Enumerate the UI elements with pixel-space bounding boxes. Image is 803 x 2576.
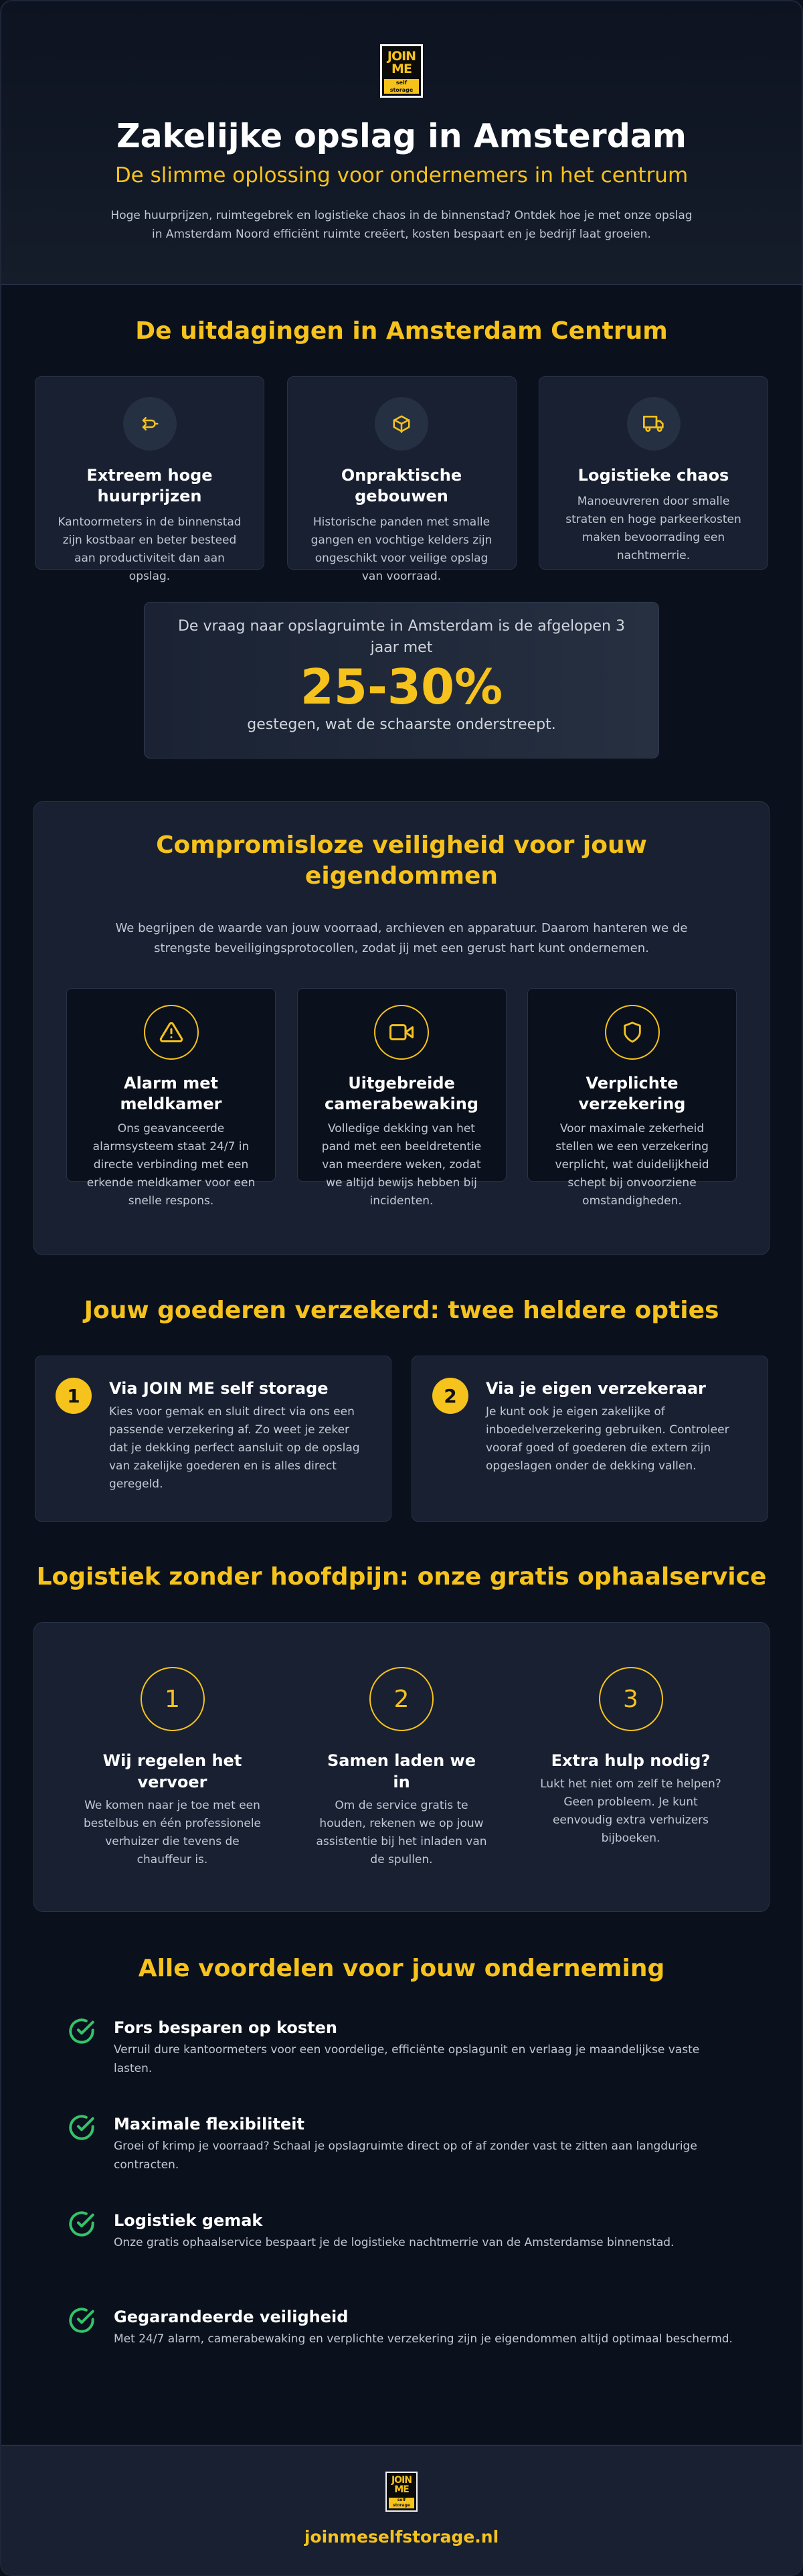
website-link[interactable]: joinmeselfstorage.nl [304, 2527, 499, 2547]
step-number: 1 [141, 1667, 205, 1731]
challenge-text: Historische panden met smalle gangen en vochtige kelders zijn ongeschikt voor veilige opslag van voorraad. [310, 515, 493, 583]
security-title: Compromisloze veiligheid voor jouw eigendommen [156, 831, 647, 890]
step-number: 2 [369, 1667, 434, 1731]
check-circle-icon [68, 2307, 95, 2334]
truck-icon [627, 397, 681, 451]
security-section [33, 801, 770, 1255]
challenge-card [539, 376, 768, 570]
logistics-title: Logistiek zonder hoofdpijn: onze gratis ophaalservice [36, 1563, 767, 1591]
step-title: Extra hulp nodig? [551, 1751, 711, 1770]
security-card-title: Alarm met meldkamer [120, 1074, 222, 1113]
check-circle-icon [68, 2114, 95, 2141]
logistics-step [297, 1667, 507, 1911]
challenge-text: Manoeuvreren door smalle straten en hoge parkeerkosten maken bevoorrading een nachtmerrie. [565, 495, 741, 562]
challenge-card [35, 376, 264, 583]
insurance-title: Jouw goederen verzekerd: twee heldere opties [84, 1297, 719, 1324]
page-subtitle: De slimme oplossing voor ondernemers in het centrum [114, 163, 689, 187]
logistics-step [68, 1667, 277, 1911]
challenge-title: Extreem hoge huurprijzen [86, 466, 213, 505]
check-circle-icon [68, 2210, 95, 2237]
benefit-item [68, 2210, 735, 2307]
security-card-text: Voor maximale zekerheid stellen we een verzekering verplicht, wat duidelijkheid schept bij onvoorziene omstandigheden. [555, 1122, 709, 1208]
camera-icon [374, 1005, 429, 1060]
insurance-card-title: Via JOIN ME self storage [109, 1379, 329, 1398]
step-text: Lukt het niet om zelf te helpen? Geen probleem. Je kunt eenvoudig extra verhuizers bijboeken. [540, 1777, 721, 1845]
security-card-text: Volledige dekking van het pand met een beeldretentie van meerdere weken, zodat we altijd bewijs hebben bij incidenten. [321, 1122, 482, 1208]
benefit-text: Verruil dure kantoormeters voor een voordelige, efficiënte opslagunit en verlaag je maandelijkse vaste lasten. [114, 2043, 700, 2075]
box-icon [375, 397, 428, 451]
security-card-title: Uitgebreide camerabewaking [324, 1074, 478, 1113]
benefit-title: Fors besparen op kosten [114, 2018, 338, 2037]
logistics-step [526, 1667, 735, 1911]
warning-icon [144, 1005, 199, 1060]
stat-top-text: De vraag naar opslagruimte in Amsterdam is de afgelopen 3 jaar met [177, 618, 625, 656]
logo-tagline: self storage [389, 2498, 414, 2508]
check-circle-icon [68, 2018, 95, 2044]
logo-text: JOIN ME [391, 2475, 412, 2495]
security-intro: We begrijpen de waarde van jouw voorraad, archieven en apparatuur. Daarom hanteren we de strengste beveiligingsprotocollen, zodat jij met een gerust hart kunt ondernemen. [115, 921, 688, 955]
stat-bottom-text: gestegen, wat de schaarste onderstreept. [247, 716, 556, 733]
benefit-item [68, 2018, 735, 2114]
footer-logo[interactable] [385, 2472, 418, 2512]
step-title: Wij regelen het vervoer [102, 1751, 242, 1791]
challenge-text: Kantoormeters in de binnenstad zijn kostbaar en beter besteed aan productiviteit dan aan opslag. [58, 515, 242, 583]
benefit-title: Logistiek gemak [114, 2211, 263, 2230]
page-title: Zakelijke opslag in Amsterdam [116, 117, 687, 155]
footer [1, 2445, 802, 2575]
shield-icon [605, 1005, 660, 1060]
benefit-text: Onze gratis ophaalservice bespaart je de logistieke nachtmerrie van de Amsterdamse binnenstad. [114, 2236, 675, 2249]
security-card [66, 988, 276, 1208]
step-text: Om de service gratis te houden, rekenen we op jouw assistentie bij het inladen van de spullen. [316, 1799, 487, 1866]
benefit-text: Groei of krimp je voorraad? Schaal je opslagruimte direct op of af zonder vast te zitten aan langdurige contracten. [114, 2140, 697, 2172]
security-card [297, 988, 507, 1208]
benefit-item [68, 2307, 735, 2403]
benefit-title: Maximale flexibiliteit [114, 2115, 304, 2134]
security-card [527, 988, 737, 1208]
insurance-card-text: Kies voor gemak en sluit direct via ons een passende verzekering af. Zo weet je zeker dat je dekking perfect aansluit op de opslag van zakelijke goederen en is alles direct geregeld. [109, 1405, 360, 1491]
challenge-title: Logistieke chaos [577, 466, 729, 485]
insurance-card-text: Je kunt ook je eigen zakelijke of inboedelverzekering gebruiken. Controleer vooraf goed of goederen die extern zijn opgeslagen onder de dekking vallen. [486, 1405, 729, 1473]
challenge-card [287, 376, 517, 583]
option-number-badge: 1 [56, 1378, 92, 1414]
benefit-text: Met 24/7 alarm, camerabewaking en verplichte verzekering zijn je eigendommen altijd optimaal beschermd. [114, 2332, 733, 2346]
challenge-title: Onpraktische gebouwen [341, 466, 462, 505]
step-title: Samen laden we in [327, 1751, 476, 1791]
challenges-title: De uitdagingen in Amsterdam Centrum [135, 317, 668, 345]
stat-value: 25-30% [300, 659, 503, 715]
insurance-card [35, 1356, 391, 1522]
insurance-card-title: Via je eigen verzekeraar [486, 1379, 706, 1398]
logo-text: JOIN ME [387, 49, 416, 76]
insurance-list [1, 1356, 802, 1522]
security-card-text: Ons geavanceerde alarmsysteem staat 24/7 in directe verbinding met een erkende meldkamer voor een snelle respons. [86, 1122, 256, 1208]
option-number-badge: 2 [432, 1378, 468, 1414]
logo-tagline: self storage [384, 79, 419, 94]
brand-logo[interactable] [380, 44, 423, 98]
benefit-title: Gegarandeerde veiligheid [114, 2308, 349, 2326]
benefits-list [1, 2018, 802, 2403]
price-arrows-icon [123, 397, 177, 451]
step-number: 3 [599, 1667, 663, 1731]
benefits-title: Alle voordelen voor jouw onderneming [138, 1955, 665, 1982]
step-text: We komen naar je toe met een bestelbus en één professionele verhuizer die tevens de chauffeur is. [83, 1799, 262, 1866]
challenges-list [1, 376, 802, 583]
benefit-item [68, 2114, 735, 2210]
hero-section [1, 1, 802, 285]
stat-callout [144, 602, 659, 758]
security-list [34, 988, 769, 1208]
hero-intro: Hoge huurprijzen, ruimtegebrek en logistieke chaos in de binnenstad? Ontdek hoe je met onze opslag in Amsterdam Noord efficiënt ruimte creëert, kosten bespaart en je bedrijf laat groeien. [110, 209, 693, 241]
insurance-card [412, 1356, 768, 1522]
security-card-title: Verplichte verzekering [578, 1074, 686, 1113]
logistics-steps [33, 1622, 770, 1912]
